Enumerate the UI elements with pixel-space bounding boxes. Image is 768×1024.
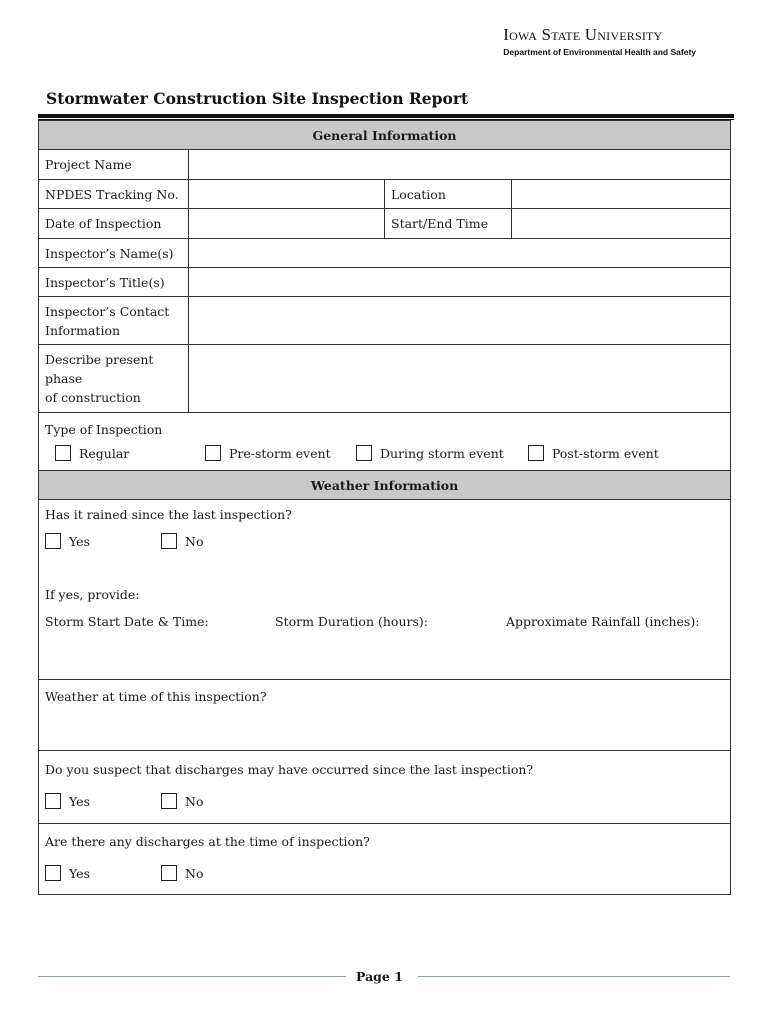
weather-now-question: Weather at time of this inspection? xyxy=(45,689,267,704)
discharge-suspect-options xyxy=(45,793,724,809)
option-during-storm[interactable]: During storm event xyxy=(356,445,528,461)
inspector-titles-field[interactable] xyxy=(189,268,731,297)
npdes-row xyxy=(39,180,731,209)
if-yes-label: If yes, provide: xyxy=(45,587,140,602)
checkbox[interactable] xyxy=(161,533,177,549)
checkbox[interactable] xyxy=(45,793,61,809)
storm-start-label: Storm Start Date & Time: xyxy=(45,614,209,629)
date-row xyxy=(39,209,731,239)
checkbox[interactable] xyxy=(356,445,372,461)
option-post-storm[interactable]: Post-storm event xyxy=(528,445,659,461)
start-end-field[interactable] xyxy=(512,209,731,239)
discharge-now-no[interactable]: No xyxy=(161,865,203,881)
inspection-type-row xyxy=(39,413,731,471)
university-name: Iowa State University xyxy=(503,25,663,44)
discharge-suspect-no[interactable]: No xyxy=(161,793,203,809)
inspector-names-label: Inspector’s Name(s) xyxy=(39,239,189,268)
rained-no[interactable]: No xyxy=(161,533,203,549)
weather-now-row xyxy=(39,680,731,751)
project-name-row xyxy=(39,150,731,180)
contact-label: Inspector’s Contact Information xyxy=(39,297,189,345)
location-field[interactable] xyxy=(512,180,731,209)
rain-row xyxy=(39,500,731,680)
discharge-suspect-row xyxy=(39,751,731,824)
project-name-field[interactable] xyxy=(189,150,731,180)
document-title: Stormwater Construction Site Inspection Report xyxy=(46,89,469,108)
footer-rule-left xyxy=(38,976,346,977)
checkbox[interactable] xyxy=(161,865,177,881)
checkbox[interactable] xyxy=(205,445,221,461)
weather-information-header: Weather Information xyxy=(39,471,731,500)
footer-rule-right xyxy=(418,976,730,977)
phase-row xyxy=(39,345,731,413)
discharge-now-yes[interactable]: Yes xyxy=(45,865,161,881)
storm-duration-label: Storm Duration (hours): xyxy=(275,614,428,629)
inspector-titles-label: Inspector’s Title(s) xyxy=(39,268,189,297)
discharge-suspect-question: Do you suspect that discharges may have occurred since the last inspection? xyxy=(45,762,534,777)
title-rule xyxy=(38,114,734,118)
inspection-type-label: Type of Inspection xyxy=(45,422,163,437)
discharge-now-row xyxy=(39,824,731,895)
rained-yes[interactable]: Yes xyxy=(45,533,161,549)
discharge-suspect-yes[interactable]: Yes xyxy=(45,793,161,809)
rainfall-label: Approximate Rainfall (inches): xyxy=(506,614,700,629)
inspection-type-options xyxy=(45,445,724,461)
phase-label: Describe present phase of construction xyxy=(39,345,189,413)
date-field[interactable] xyxy=(189,209,385,239)
npdes-field[interactable] xyxy=(189,180,385,209)
checkbox[interactable] xyxy=(55,445,71,461)
rained-options xyxy=(45,533,724,549)
start-end-label: Start/End Time xyxy=(385,209,512,239)
contact-row xyxy=(39,297,731,345)
project-name-label: Project Name xyxy=(39,150,189,180)
inspector-names-row xyxy=(39,239,731,268)
checkbox[interactable] xyxy=(45,533,61,549)
general-information-header: General Information xyxy=(39,121,731,150)
option-pre-storm[interactable]: Pre-storm event xyxy=(205,445,356,461)
option-regular[interactable]: Regular xyxy=(55,445,205,461)
rained-question: Has it rained since the last inspection? xyxy=(45,507,292,522)
contact-field[interactable] xyxy=(189,297,731,345)
inspector-titles-row xyxy=(39,268,731,297)
inspection-form xyxy=(38,120,731,895)
storm-details xyxy=(45,612,724,632)
checkbox[interactable] xyxy=(161,793,177,809)
location-label: Location xyxy=(385,180,512,209)
discharge-now-question: Are there any discharges at the time of inspection? xyxy=(45,834,370,849)
phase-field[interactable] xyxy=(189,345,731,413)
inspector-names-field[interactable] xyxy=(189,239,731,268)
npdes-label: NPDES Tracking No. xyxy=(39,180,189,209)
page-number: Page 1 xyxy=(356,969,403,984)
checkbox[interactable] xyxy=(528,445,544,461)
department-name: Department of Environmental Health and Safety xyxy=(503,47,696,57)
discharge-now-options xyxy=(45,865,724,881)
university-logo xyxy=(503,26,696,57)
date-label: Date of Inspection xyxy=(39,209,189,239)
checkbox[interactable] xyxy=(45,865,61,881)
